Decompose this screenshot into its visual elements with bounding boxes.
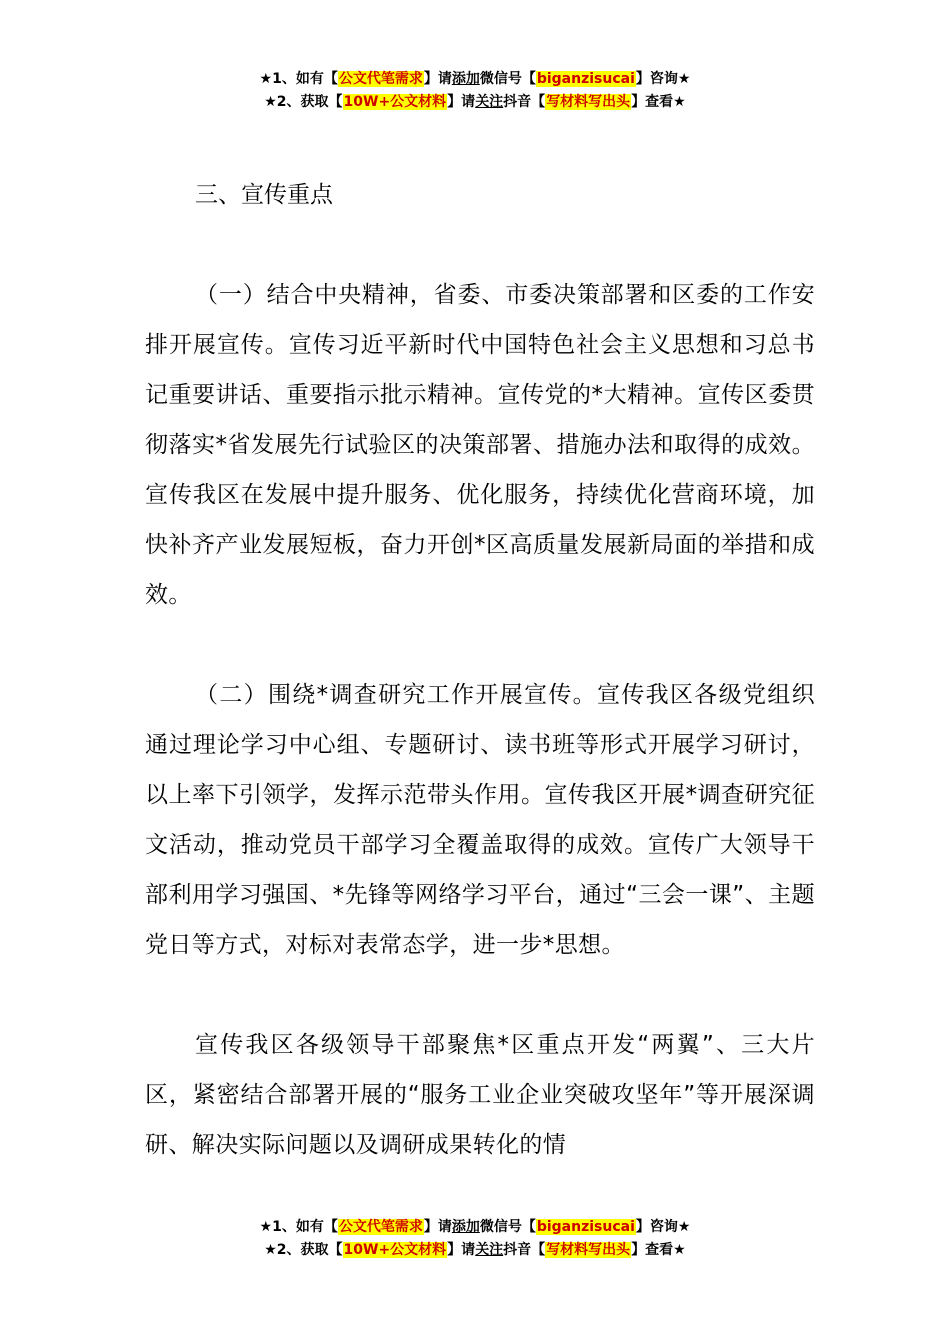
banner-text: ★2、获取【: [264, 94, 343, 110]
banner-line-1: [0, 1216, 950, 1239]
banner-text: 】查看★: [631, 1242, 686, 1258]
banner-line-2: [0, 91, 950, 114]
banner-highlight: 10W+公文材料: [343, 1242, 447, 1258]
footer-banner: [0, 1216, 950, 1262]
banner-text: 微信号【: [479, 1219, 536, 1235]
paragraph-2: （二）围绕*调查研究工作开展宣传。宣传我区各级党组织通过理论学习中心组、专题研讨、读书班等形式开展学习研讨，以上率下引领学，发挥示范带头作用。宣传我区开展*调查研究征文活动，推动党员干部学习全覆盖取得的成效。宣传广大领导干部利用学习强国、*先锋等网络学习平台，通过“三会一课”、主题党日等方式，对标对表常态学，进一步*思想。: [145, 682, 815, 958]
paragraph-3: 宣传我区各级领导干部聚焦*区重点开发“两翼”、三大片区，紧密结合部署开展的“服务工业企业突破攻坚年”等开展深调研、解决实际问题以及调研成果转化的情: [145, 1032, 815, 1158]
banner-text: 抖音【: [503, 94, 546, 110]
banner-underlined-text: 关注: [475, 1242, 504, 1258]
banner-highlight: 写材料写出头: [546, 94, 631, 110]
banner-text: ★2、获取【: [264, 1242, 343, 1258]
banner-highlight: biganzisucai: [536, 1219, 635, 1235]
banner-highlight: 10W+公文材料: [343, 94, 447, 110]
banner-text: ★1、如有【: [259, 71, 338, 87]
banner-line-2: [0, 1239, 950, 1262]
banner-text: 微信号【: [479, 71, 536, 87]
banner-highlight: 公文代笔需求: [338, 1219, 423, 1235]
banner-text: 】请: [423, 71, 452, 87]
banner-underlined-text: 关注: [475, 94, 504, 110]
paragraph-1: （一）结合中央精神，省委、市委决策部署和区委的工作安排开展宣传。宣传习近平新时代中国特色社会主义思想和习总书记重要讲话、重要指示批示精神。宣传党的*大精神。宣传区委贯彻落实*省发展先行试验区的决策部署、措施办法和取得的成效。宣传我区在发展中提升服务、优化服务，持续优化营商环境，加快补齐产业发展短板，奋力开创*区高质量发展新局面的举措和成效。: [145, 282, 815, 608]
header-banner: [0, 68, 950, 114]
document-body: [145, 170, 815, 1170]
banner-underlined-text: 添加: [451, 71, 480, 87]
banner-highlight: 写材料写出头: [546, 1242, 631, 1258]
banner-text: ★1、如有【: [259, 1219, 338, 1235]
banner-text: 】查看★: [631, 94, 686, 110]
banner-highlight: biganzisucai: [536, 71, 635, 87]
banner-underlined-text: 添加: [451, 1219, 480, 1235]
section-heading: 三、宣传重点: [195, 182, 333, 208]
banner-text: 】咨询★: [635, 71, 691, 87]
banner-text: 】请: [447, 1242, 476, 1258]
banner-text: 抖音【: [503, 1242, 546, 1258]
banner-text: 】请: [423, 1219, 452, 1235]
banner-text: 】请: [447, 94, 476, 110]
banner-text: 】咨询★: [635, 1219, 691, 1235]
banner-highlight: 公文代笔需求: [338, 71, 423, 87]
banner-line-1: [0, 68, 950, 91]
